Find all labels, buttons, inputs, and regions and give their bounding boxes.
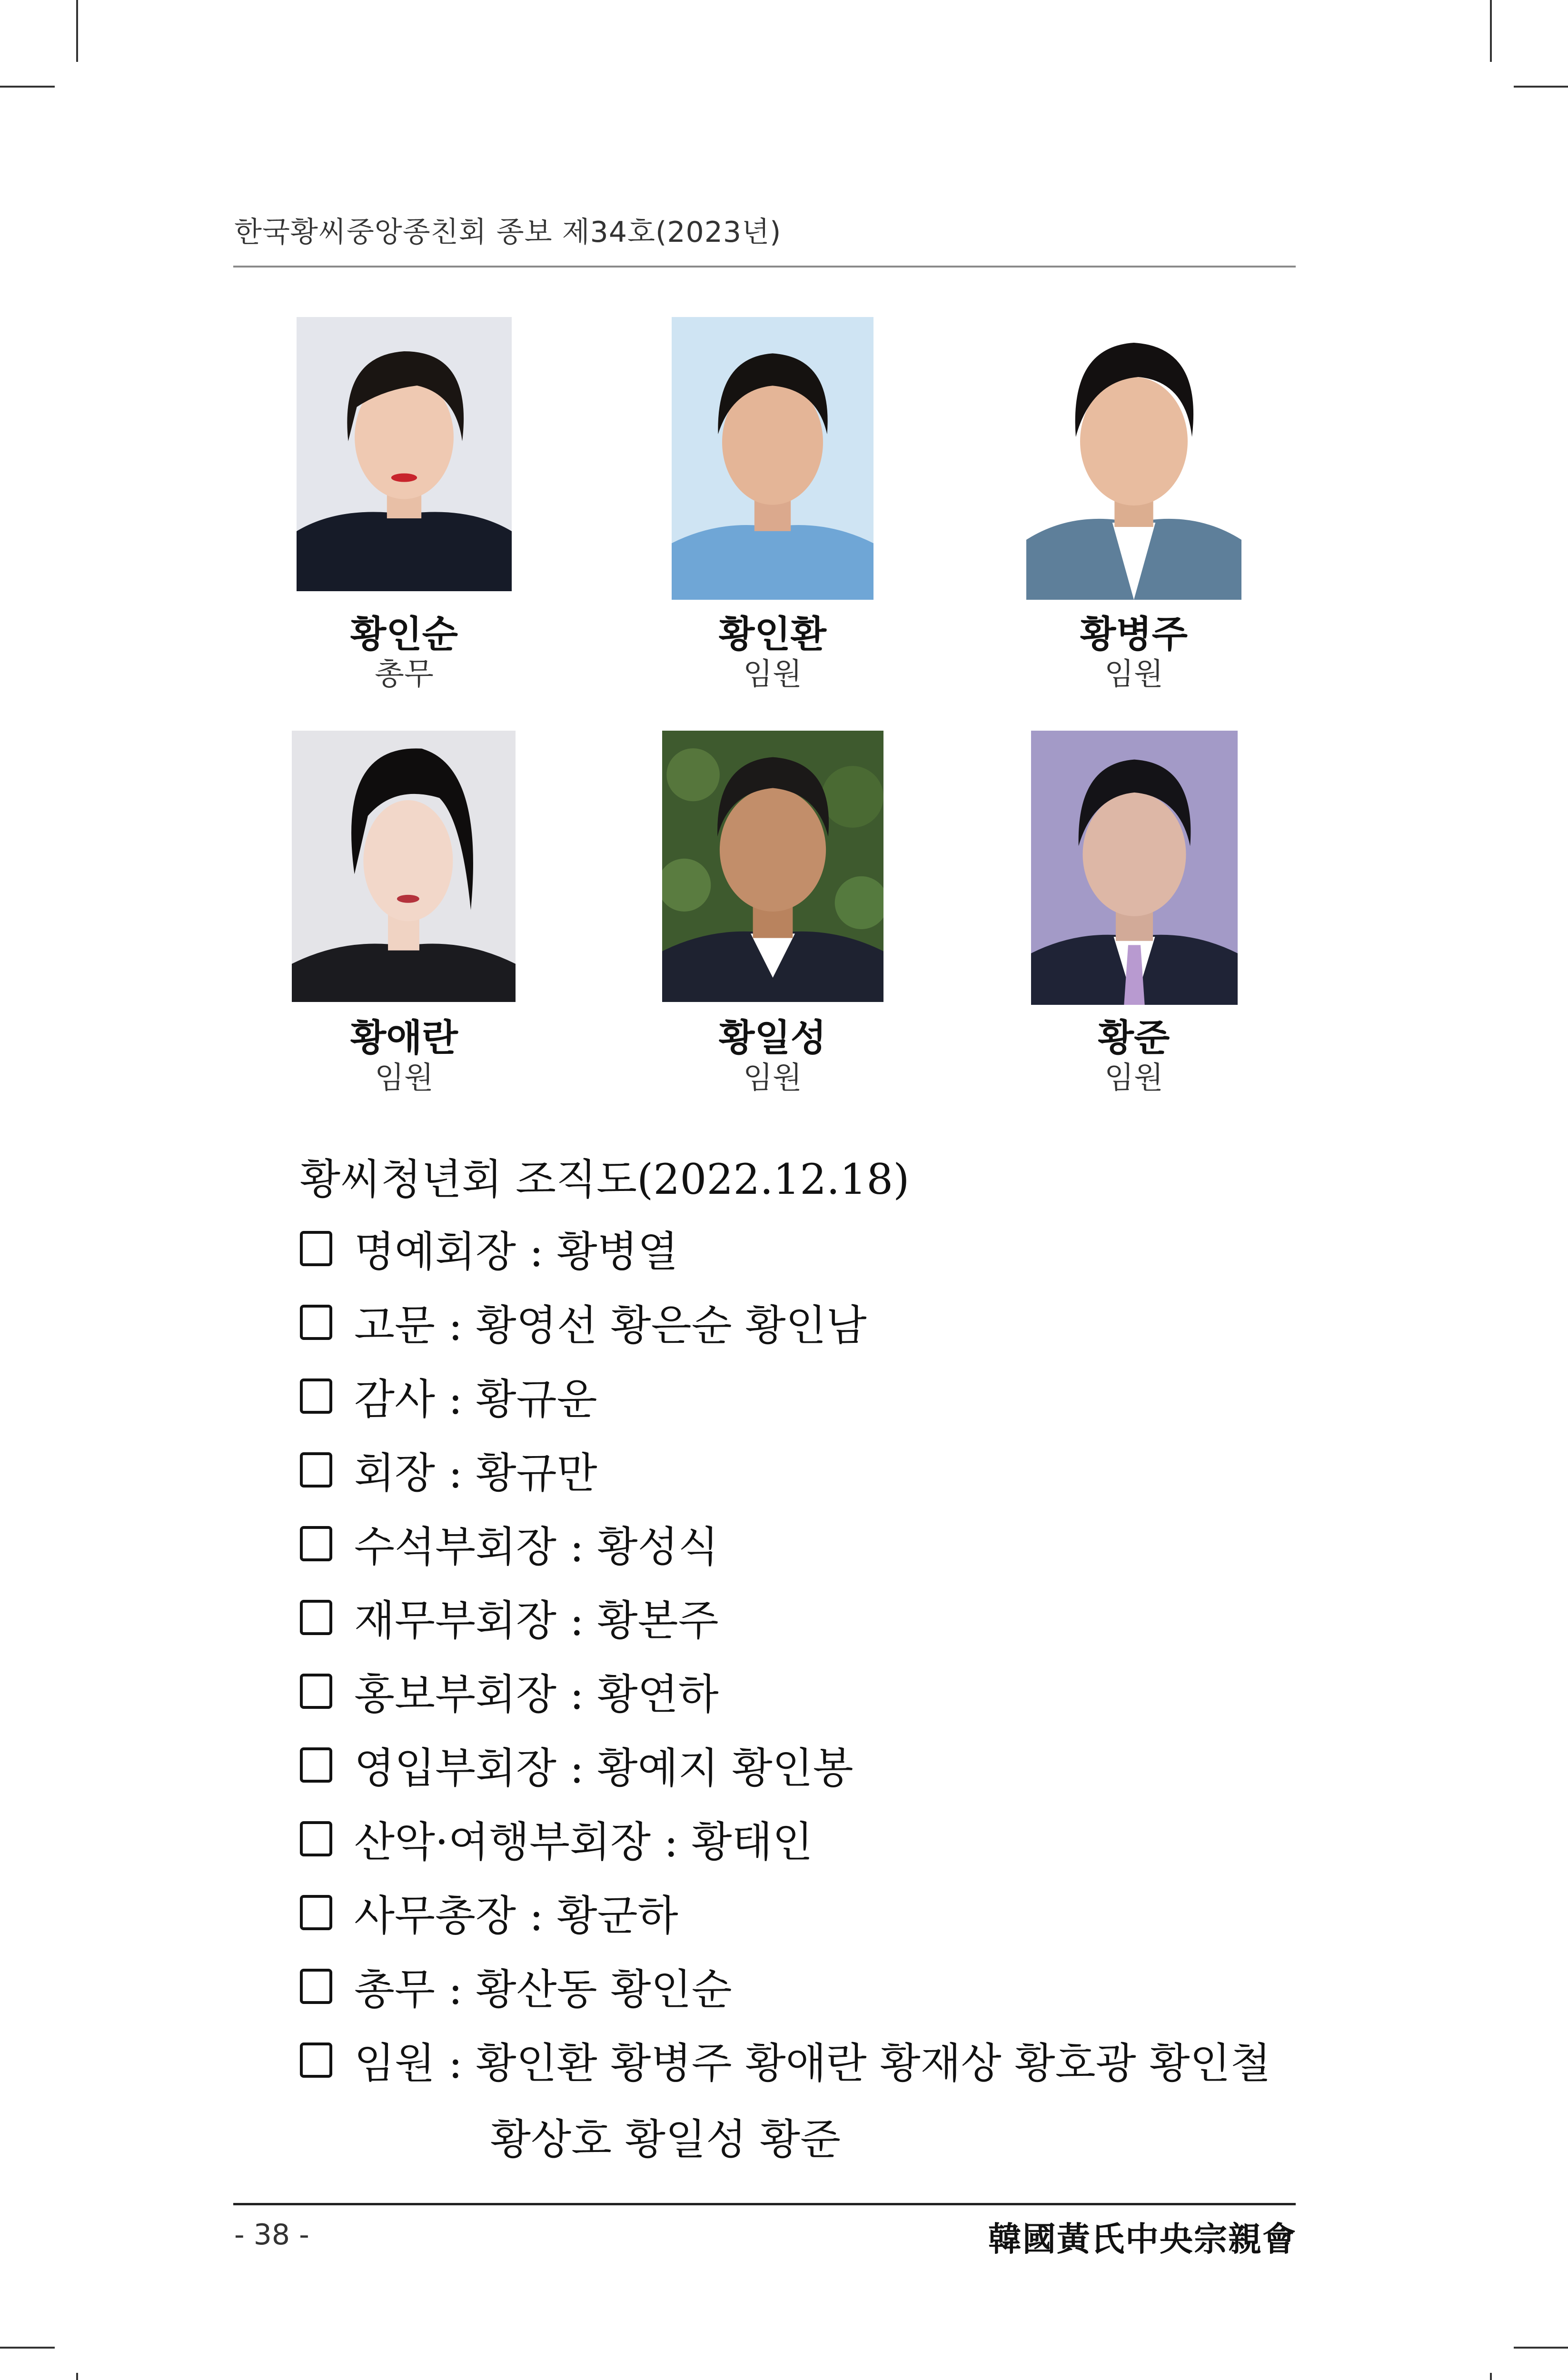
list-item-text: 감사 : 황규운 [354, 1375, 597, 1424]
page-header-title: 한국황씨중앙종친회 종보 제34호(2023년) [234, 216, 782, 249]
crop-mark [76, 2373, 78, 2380]
list-item-text: 재무부회장 : 황본주 [354, 1596, 719, 1645]
list-item-text: 명예회장 : 황병열 [354, 1227, 678, 1276]
member-role: 임원 [1104, 1061, 1163, 1096]
crop-mark [0, 2347, 55, 2349]
checkbox-icon [300, 1895, 332, 1930]
checkbox-icon [300, 2043, 332, 2078]
list-item-text: 영입부회장 : 황예지 황인봉 [354, 1744, 853, 1793]
list-item [300, 1440, 1271, 1514]
checkbox-icon [300, 1305, 332, 1340]
crop-mark [1514, 2347, 1568, 2349]
footer-divider [233, 2203, 1296, 2205]
checkbox-icon [300, 1600, 332, 1635]
member-name: 황인순 [350, 613, 458, 656]
org-chart-list [300, 1219, 1271, 2104]
header-divider [233, 266, 1296, 268]
society-calligraphy: 韓國黃氏中央宗親會 [988, 2219, 1297, 2259]
member-name: 황병주 [1080, 613, 1188, 656]
list-item [300, 1219, 1271, 1292]
list-item [300, 1735, 1271, 1809]
list-item [300, 1514, 1271, 1587]
page-number: - 38 - [234, 2218, 309, 2251]
crop-mark [1514, 86, 1568, 88]
member-photo [1026, 317, 1241, 600]
org-chart-title: 황씨청년회 조직도(2022.12.18) [300, 1155, 910, 1204]
checkbox-icon [300, 1452, 332, 1488]
list-item-text: 산악·여행부회장 : 황태인 [354, 1817, 813, 1866]
member-name: 황애란 [350, 1016, 458, 1060]
member-role: 임원 [743, 657, 802, 692]
list-item [300, 1587, 1271, 1661]
checkbox-icon [300, 1378, 332, 1414]
member-role: 총무 [375, 657, 434, 692]
list-item [300, 1292, 1271, 1366]
list-item-text: 홍보부회장 : 황연하 [354, 1670, 719, 1719]
member-role: 임원 [743, 1061, 802, 1096]
list-item-text: 고문 : 황영선 황은순 황인남 [354, 1301, 867, 1350]
crop-mark [76, 0, 78, 62]
list-item-text: 총무 : 황산동 황인순 [354, 1965, 732, 2014]
list-item [300, 1366, 1271, 1440]
crop-mark [0, 86, 55, 88]
checkbox-icon [300, 1526, 332, 1561]
checkbox-icon [300, 1747, 332, 1783]
list-item [300, 1956, 1271, 2030]
list-item-text: 수석부회장 : 황성식 [354, 1522, 719, 1571]
member-role: 임원 [375, 1061, 434, 1096]
checkbox-icon [300, 1969, 332, 2004]
list-item [300, 1883, 1271, 1956]
member-name: 황준 [1098, 1016, 1170, 1060]
member-name: 황인환 [718, 613, 827, 656]
crop-mark [1490, 0, 1492, 62]
member-photo [1031, 731, 1238, 1005]
list-item [300, 2030, 1271, 2104]
member-name: 황일성 [718, 1016, 827, 1060]
list-item-continuation: 황상호 황일성 황준 [490, 2115, 841, 2164]
checkbox-icon [300, 1674, 332, 1709]
checkbox-icon [300, 1821, 332, 1856]
list-item [300, 1809, 1271, 1883]
checkbox-icon [300, 1231, 332, 1266]
member-role: 임원 [1104, 657, 1163, 692]
list-item-text: 임원 : 황인환 황병주 황애란 황재상 황호광 황인철 [354, 2039, 1271, 2088]
member-photo [292, 731, 516, 1002]
crop-mark [1490, 2373, 1492, 2380]
member-photo [297, 317, 512, 591]
list-item-text: 사무총장 : 황군하 [354, 1891, 678, 1940]
member-photo [662, 731, 883, 1002]
list-item [300, 1661, 1271, 1735]
member-photo [672, 317, 873, 600]
list-item-text: 회장 : 황규만 [354, 1448, 597, 1497]
